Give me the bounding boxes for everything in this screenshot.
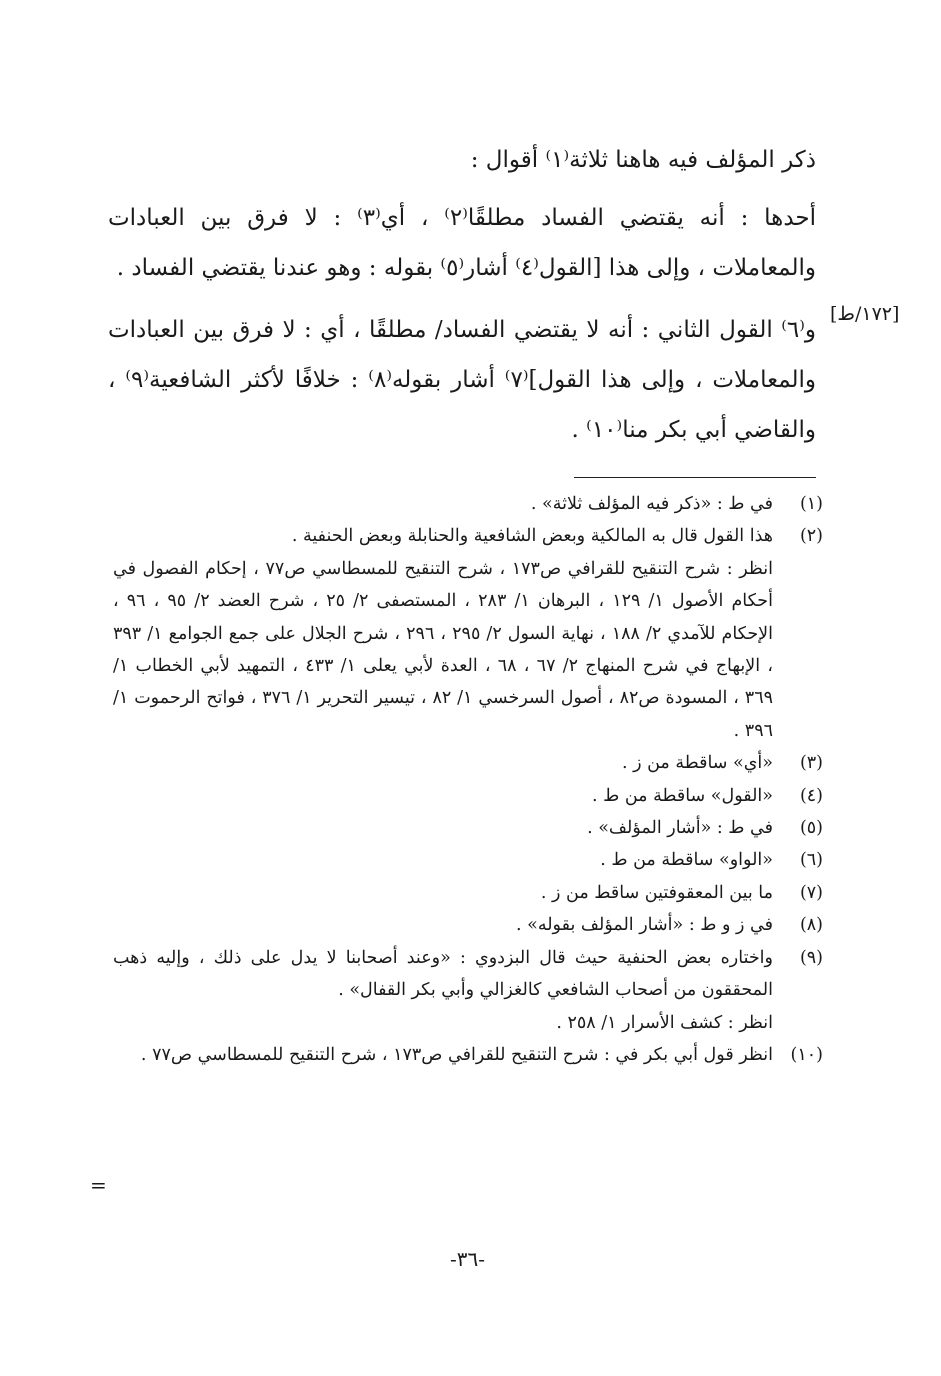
footnote-number: (٢) [799, 526, 823, 547]
footnotes [113, 488, 823, 1071]
footnote-number: (٥) [799, 818, 823, 839]
page-number: -٣٦- [450, 1247, 486, 1271]
footnote-text: انظر : كشف الأسرار ١/ ٢٥٨ . [556, 1012, 773, 1033]
footnote-number: (٧) [799, 882, 823, 903]
footnote-10 [113, 1039, 823, 1071]
margin-page-marker: [١٧٢/ط] [830, 303, 900, 325]
footnote-text: هذا القول قال به المالكية وبعض الشافعية والحنابلة وبعض الحنفية . [291, 526, 773, 547]
paragraph-intro: ذكر المؤلف فيه هاهنا ثلاثة⁽١⁾ أقوال : [470, 147, 816, 173]
footnote-text: في ز و ط : «أشار المؤلف بقوله» . [516, 915, 773, 936]
footnote-text: انظر : شرح التنقيح للقرافي ص١٧٣ ، شرح التنقيح للمسطاسي ص٧٧ ، إحكام الفصول في أحكام الأصول ١/ ١٢٩ ، البرهان ١/ ٢٨٣ ، المستصفى ٢/ ٢٥ ، شرح العضد ٢/ ٩٥ ، ٩٦ ، الإحكام للآمدي ٢/ ١٨٨ ، نهاية السول ٢/ ٢٩٥ ، ٢٩٦ ، شرح الجلال على جمع الجوامع ١/ ٣٩٣ ، الإبهاج في شرح المنهاج ٢/ ٦٧ ، ٦٨ ، العدة لأبي يعلى ١/ ٤٣٣ ، التمهيد لأبي الخطاب ١/ ٣٦٩ ، المسودة ص٨٢ ، أصول السرخسي ١/ ٨٢ ، تيسير التحرير ١/ ٣٧٦ ، فواتح الرحموت ١/ ٣٩٦ . [113, 558, 774, 741]
footnote-5 [113, 812, 823, 844]
footnote-9-reference [113, 1007, 823, 1039]
footnote-2 [113, 520, 823, 552]
footnote-9 [113, 942, 823, 1007]
footnote-2-references [113, 553, 823, 747]
footnote-number: (٩) [799, 947, 823, 968]
footnote-number: (٣) [799, 753, 823, 774]
footnote-text: انظر قول أبي بكر في : شرح التنقيح للقرافي ص١٧٣ ، شرح التنقيح للمسطاسي ص٧٧ . [140, 1044, 773, 1065]
footnote-text: ما بين المعقوفتين ساقط من ز . [540, 882, 773, 903]
footnote-number: (٨) [799, 915, 823, 936]
main-text [108, 135, 816, 455]
continuation-mark: = [90, 1173, 107, 1197]
paragraph-second-opinion: و⁽٦⁾ القول الثاني : أنه لا يقتضي الفساد/ مطلقًا ، أي : لا فرق بين العبادات والمعاملات ، وإلى هذا القول]⁽٧⁾ أشار بقوله⁽٨⁾ : خلافًا لأكثر الشافعية⁽٩⁾ ، والقاضي أبي بكر منا⁽١٠⁾ . [108, 317, 816, 443]
footnote-number: (١) [799, 494, 823, 514]
footnote-text: في ط : «أشار المؤلف» . [587, 818, 773, 839]
footnote-6 [113, 844, 823, 876]
footnote-separator [574, 477, 816, 478]
footnote-text: واختاره بعض الحنفية حيث قال البزدوي : «وعند أصحابنا لا يدل على ذلك ، وإليه ذهب المحققون من أصحاب الشافعي كالغزالي وأبي بكر القفال» . [113, 947, 773, 1001]
footnote-text: «القول» ساقطة من ط . [591, 785, 773, 806]
footnote-number: (٤) [799, 785, 823, 806]
footnote-number: (٦) [799, 850, 823, 871]
footnote-3 [113, 747, 823, 779]
footnote-number: (١٠) [790, 1044, 823, 1065]
footnote-text: في ط : «ذكر فيه المؤلف ثلاثة» . [530, 494, 773, 514]
paragraph-first-opinion: أحدها : أنه يقتضي الفساد مطلقًا⁽٢⁾ ، أي⁽٣⁾ : لا فرق بين العبادات والمعاملات ، وإلى هذا [القول⁽٤⁾ أشار⁽٥⁾ بقوله : وهو عندنا يقتضي الفساد . [108, 205, 816, 281]
footnote-8 [113, 909, 823, 941]
footnote-text: «الواو» ساقطة من ط . [600, 850, 773, 871]
footnote-text: «أي» ساقطة من ز . [621, 753, 773, 774]
footnote-7 [113, 877, 823, 909]
footnote-4 [113, 780, 823, 812]
footnote-1 [113, 488, 823, 520]
